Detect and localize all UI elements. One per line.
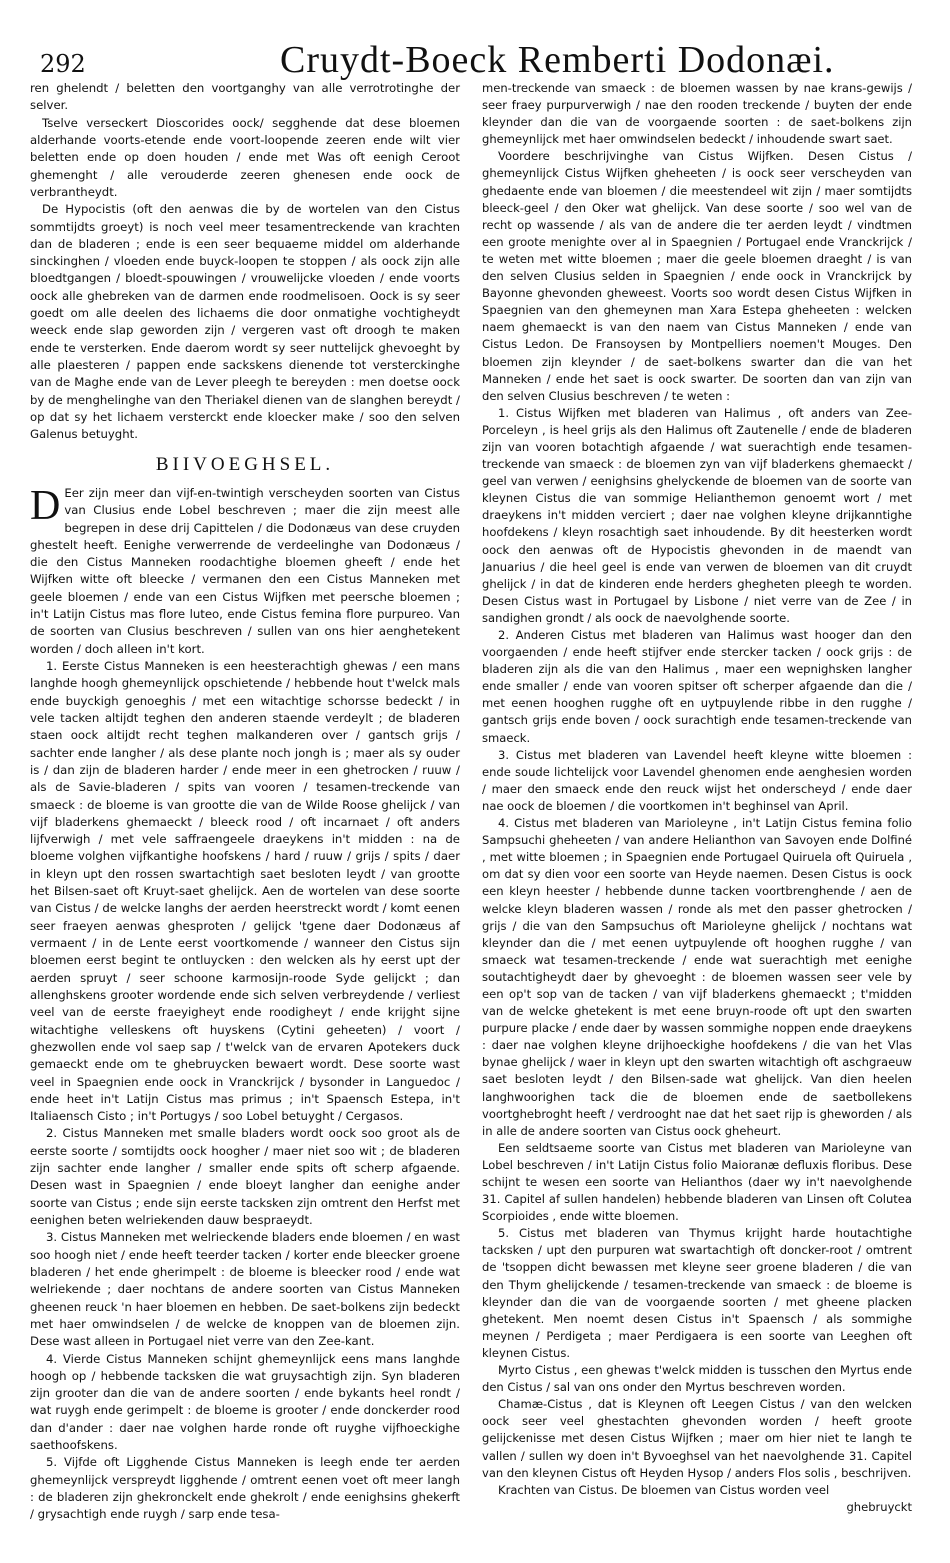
body-paragraph: Een seldtsaeme soorte van Cistus met bladeren van Marioleyne van Lobel beschreven / in't Latijn Cistus folio Maioranæ defluxis floribus. Dese schijnt te wesen een soorte van Helianthos (daer wy in't naevolghende 31. Capitel af sullen handelen) hebbende bladeren van Linsen oft Colutea Scorpioides , ende witte bloemen.	[482, 1140, 912, 1224]
list-item: 2. Cistus Manneken met smalle bladers wordt oock soo groot als de eerste soorte / somtijdts oock hoogher / maer niet soo wit ; de bladeren zijn sachter ende langher / smaller ende spits oft scherp afgaende. Desen wast in Spaegnien / ende bloeyt langher dan eenighe ander soorte van Cistus ; ende sijn eerste tacksken zijn omtrent den Herfst met eenighen beten welriekenden dauw bespraeydt.	[30, 1126, 460, 1227]
list-item: 3. Cistus met bladeren van Lavendel heeft kleyne witte bloemen : ende soude lichtelijck voor Lavendel ghenomen ende aenghesien worden / maer den smaeck ende den reuck wijst het onderscheyd / ende daer nae oock de bloemen / die voortkomen in't beghinsel van April.	[482, 747, 912, 813]
body-paragraph: ren ghelendt / beletten den voortganghy van alle verrotrotinghe der selver.	[30, 81, 460, 113]
list-item: 5. Vijfde oft Ligghende Cistus Manneken is leegh ende ter aerden ghemeynlijck verspreydt ligghende / omtrent eenen voet oft meer langh : de bladeren zijn ghekronckelt ende ghekrolt / ende eenighsins ghekerft / grysachtigh ende ruygh / sarp ende tesa-	[30, 1455, 460, 1522]
running-title: Cruydt-Boeck Remberti Dodonæi.	[280, 39, 835, 81]
left-column	[30, 80, 460, 1524]
page-number: 292	[40, 50, 86, 78]
body-paragraph: Myrto Cistus , een ghewas t'welck midden is tusschen den Myrtus ende den Cistus / sal van ons onder den Myrtus beschreven worden.	[482, 1363, 912, 1395]
list-item: 4. Cistus met bladeren van Marioleyne , in't Latijn Cistus femina folio Sampsuchi gheheeten / van andere Helianthon van Savoyen ende Dolfiné , met witte bloemen ; in Spaegnien ende Portugael Quiruela oft Quiruela , om dat sy dien voor een soorte van Heyde naemen. Desen Cistus is oock een kleyn heester / hebbende dunne tacken voortbrenghende / aen de welcke kleyn bladeren wassen / ronde als met den passer ghetrocken / grijs / die van den Sampsuchus oft Marioleyne ghelijck / nochtans wat kleynder dan die / met eenen uytpuylende oft hooghen rugghe / van smaeck wat tesamen-treckende / ende wat suerachtigh met eenighe soutachtigheydt daer by ghevoeght : de bloemen wassen seer vele by een op't sop van de tacken / van vijf bladerkens ghemaeckt ; t'midden van de welcke ghetekent is met eene bruyn-roode oft upt den swarten purpure placke / ende daer by wassen sommighe noppen ende draeykens : daer nae volghen kleyne drijhoeckighe hoofdekens / die van het Vlas bynae ghelijck / waer in kleyn upt den swarten witachtigh oft aschgraeuw saet besloten leydt / den Bilsen-sade wat ghelijck. Van dien heelen langhwoorighen tack die de bloemen ende de saetbollekens voortghebroght heeft / verdrooght nae dat het saet rijp is gheworden / als in alle de andere soorten van Cistus oock gheheurt.	[482, 816, 912, 1138]
list-item: 4. Vierde Cistus Manneken schijnt ghemeynlijck eens mans langhde hoogh op / hebbende tacksken die wat gruysachtigh zijn. Syn bladeren zijn grooter dan die van de andere soorten / ende bykants heel rondt / wat ruygh ende gerimpelt : de bloeme is grooter / ende donckerder rood dan d'ander : daer nae volghen harde ronde oft ruyghe vijfhoeckighe saethoofskens.	[30, 1351, 460, 1453]
list-item: 1. Cistus Wijfken met bladeren van Halimus , oft anders van Zee-Porceleyn , is heel grijs als den Halimus oft Zautenelle / ende de bladeren zijn van vooren botachtigh afgaende / wat suerachtigh ende tesamen-treckende van smaeck : de bloemen zyn van vijf bladerkens ghemaeckt / geel van verwen / eenighsins ghelyckende de bloemen van de soorte van kleynen Cistus die van sommige Helianthemon genoemt wort / met draeykens in't midden verciert ; daer nae volghen kleyne drijkanntighe hoofdekens / kleyn rosachtigh saet inhoudende. By dit heesterken wordt oock den aenwas oft de Hypocistis ghevonden in de maendt van Januarius / die heel geel is ende van verwen de bloemen van dit cruydt ghelijck / in dat de kinderen ende herders ghegheten pleegh te worden. Desen Cistus wast in Portugael by Lisbone / niet verre van de Zee / in sandighen grondt / als oock de naevolghende soorte.	[482, 405, 912, 625]
list-item: 3. Cistus Manneken met welrieckende bladers ende bloemen / en wast soo hoogh niet / ende heeft teerder tacken / korter ende bleecker groene bladeren / het ende gherimpelt : de bloeme is bleecker rood / ende wat welriekende ; daer nochtans de andere soorten van Cistus Manneken gheenen reuck 'n haer bloemen en hebben. De saet-bolkens zijn bedeckt met haer omwindselen / de welcke de knoppen van de bloemen zijn. Dese wast alleen in Portugael niet verre van den Zee-kant.	[30, 1230, 460, 1349]
right-column	[482, 80, 912, 1516]
list-item: 1. Eerste Cistus Manneken is een heesterachtigh ghewas / een mans langhde hoogh ghemeynlijck opschietende / hebbende hout t'welck mals ende buyckigh genoeghis / met een witachtige schorsse bedeckt / in vele tacken altijdt teghen den anderen staende verdeylt ; de bladeren staen oock altijdt recht teghen malkanderen over / gantsch grijs / sachter ende langher / als dese plante noch jongh is ; maer als sy ouder is / dan zijn de bladeren harder / ende meer in een ghetrocken / ruuw / als de Savie-bladeren / spits van vooren / tesamen-treckende van smaeck : de bloeme is van grootte die van de Wilde Roose ghelijck / van vijf bladerkens ghemaeckt / bleeck rood / oft incarnaet / oft anders lijfverwigh / met vele saffraengeele draeykens in't midden : na de bloeme volghen vijfkantighe hoofskens / hard / ruuw / grijs / spits / daer in kleyn upt den rossen swartachtigh saet besloten leydt / van grootte het Bilsen-saet oft Kruyt-saet ghelijck. Aen de wortelen van dese soorte van Cistus / de welcke langhs der aerden heerstreckt wordt / komt eenen seer fraeyen aenwas ghesproten / gelijck 'tgene daer Dodonæus af vermaent / in de Lente eerst voortkomende / wanneer den Cistus sijn bloemen eerst begint te ontluycken : den welcken als hy eerst upt der aerden spruyt / seer schoone karmosijn-roode Syde gelijckt ; dan allenghskens grooter wordende ende sich selven verbreydende / verliest veel van de eerste fraeyigheyt ende roodigheyt / ende krijght sijne witachtighe velleskens oft huyskens (Cytini geheeten) / voort / ghezwollen ende vol saep sap / t'welck van de ervaren Apotekers duck gemaeckt ende om te ghebruycken bewaert wordt. Dese soorte wast veel in Spaegnien ende oock in Vranckrijck / bysonder in Languedoc / ende heet in't Latijn Cistus mas primus ; in't Spaensch Estepa, in't Italiaensch Cisto ; in't Portugys / soo Lobel betuyght / Cergasos.	[30, 659, 460, 1124]
body-paragraph: men-treckende van smaeck : de bloemen wassen by nae krans-gewijs / seer fraey purpurverwigh / nae den rooden treckende / buyten der ende kleynder dan die van de voorgaende soorten : de saet-bolkens zijn ghemeynlijck met haer omwindselen bedeckt / inhoudende swart saet.	[482, 81, 912, 147]
list-item: 5. Cistus met bladeren van Thymus krijght harde houtachtighe tacksken / upt den purpuren wat swartachtigh oft doncker-root / omtrent de 'tsoppen dicht bewassen met kleyne seer groene bladeren / die van den Thym ghelijckende / tesamen-treckende van smaeck : de bloeme is kleynder dan die van de voorgaende soorten / met gheene placken ghetekent. Men noemt desen Cistus in't Spaensch / als sommighe meynen / Perdigeta ; maer Perdigaera is een soorte van Leeghen oft kleynen Cistus.	[482, 1226, 912, 1360]
body-paragraph: Krachten van Cistus. De bloemen van Cistus worden veel	[498, 1482, 830, 1497]
catchword: ghebruyckt	[846, 1499, 912, 1514]
body-paragraph: Voordere beschrijvinghe van Cistus Wijfken. Desen Cistus / ghemeynlijck Cistus Wijfken gheheeten / is oock seer verscheyden van ghedaente ende van bloemen / die meestendeel wit zijn / maer somtijdts bleeck-geel / den Oker wat ghelijck. Van dese soorte / soo wel van de recht op wassende / als van de andere die ter aerden leydt / vindtmen een groote menighte over al in Spaegnien / Portugael ende Vranckrijck / te weten met witte bloemen ; maer die geele bloemen draeght / is van den selven Clusius selden in Spaegnien / ende oock in Vranckrijck by Bayonne ghevonden gheweest. Voorts soo wordt desen Cistus Wijfken in Spaegnien van den ghemeynen man Xara Estepa gheheeten : welcken naem ghemaeckt is van den naem van Cistus Manneken / ende van Cistus Ledon. De Fransoysen by Montpelliers noemen't Mouges. Den bloemen zijn kleynder / de saet-bolkens swarter dan die van het Manneken / ende het saet is oock swarter. De soorten dan van zijn van den selven Clusius beschreven / te weten :	[482, 149, 912, 403]
body-paragraph: Tselve verseckert Dioscorides oock/ segghende dat dese bloemen alderhande voorts-etende ende voort-loopende zeeren ende wilt vier beletten ende op doen houden / ende met Was oft eenigh Ceroot ghemenght / alle verouderde zeeren ghenesen ende oock de verbrantheydt.	[30, 115, 460, 199]
drop-cap: D	[30, 482, 61, 529]
intro-text: Eer zijn meer dan vijf-en-twintigh verscheyden soorten van Cistus van Clusius ende Lobel beschreven ; maer die zijn meest alle begrepen in dese drij Capittelen / die Dodonæus van dese cruyden ghestelt heeft. Eenighe verwerrende de verdeelinghe van Dodonæus / die den Cistus Manneken roodachtighe bloemen gheeft / ende het Wijfken witte oft bleecke / vermanen den een Cistus Manneken met geele bloemen / ende van een Cistus Wijfken met peersche bloemen ; in't Latijn Cistus mas flore luteo, ende Cistus femina flore purpureo. Van de soorten van Clusius beschreven / sullen van ons hier aenghetekent worden / doch alleen in't kort.	[30, 485, 460, 656]
page-header	[30, 0, 910, 80]
list-item: 2. Anderen Cistus met bladeren van Halimus wast hooger dan den voorgaenden / ende heeft stijfver ende stercker tacken / oock grijs : de bladeren zijn als die van den Halimus , maer een wepnighsken langher ende smaller / ende van vooren spitser oft scherper afgaende dan die / met eenen hooghen rugghe oft en uytpuylende ribbe in den rugghe / gantsch grijs ende boven / oock surachtigh ende tesamen-treckende van smaeck.	[482, 628, 912, 745]
section-heading: BIIVOEGHSEL.	[155, 453, 335, 475]
body-paragraph: Chamæ-Cistus , dat is Kleynen oft Leegen Cistus / van den welcken oock seer veel ghestachten ghevonden worden / heeft groote gelijckenisse met desen Cistus Wijfken ; maer om hier niet te langh te vallen / sullen wy doen in't Byvoeghsel van het naevolghende 31. Capitel van den kleynen Cistus oft Heyden Hysop / anders Flos solis , beschrijven.	[482, 1397, 912, 1480]
body-paragraph: De Hypocistis (oft den aenwas die by de wortelen van den Cistus sommtijdts groeyt) is noch veel meer tesamentreckende van krachten dan de bladeren ; ende is een seer bequaeme middel om alderhande sinckinghen / vloeden ende buyck-loopen te stoppen / als oock zijn alle bloedtgangen / bloedt-spouwingen / vrouwelijcke vloeden / ende voorts oock alle ghebreken van de darmen ende roodmelisoen. Oock is sy seer goedt om alle deelen des lichaems die door onmatighe vochtigheydt weeck ende slap geworden zijn / vergeren vast oft droogh te maken ende te versterken. Ende daerom wordt sy seer nuttelijck ghevoeght by alle plaesteren / pappen ende sackskens dienende tot versterckinghe van de Maghe ende van de Lever pleegh te bereyden : men doetse oock by de menghelinghe van den Theriakel dienen van de slanghen bereydt / op dat sy het lichaem versterckt ende kloecker make / soo den selven Galenus betuyght.	[30, 202, 460, 442]
intro-paragraph	[30, 482, 460, 658]
